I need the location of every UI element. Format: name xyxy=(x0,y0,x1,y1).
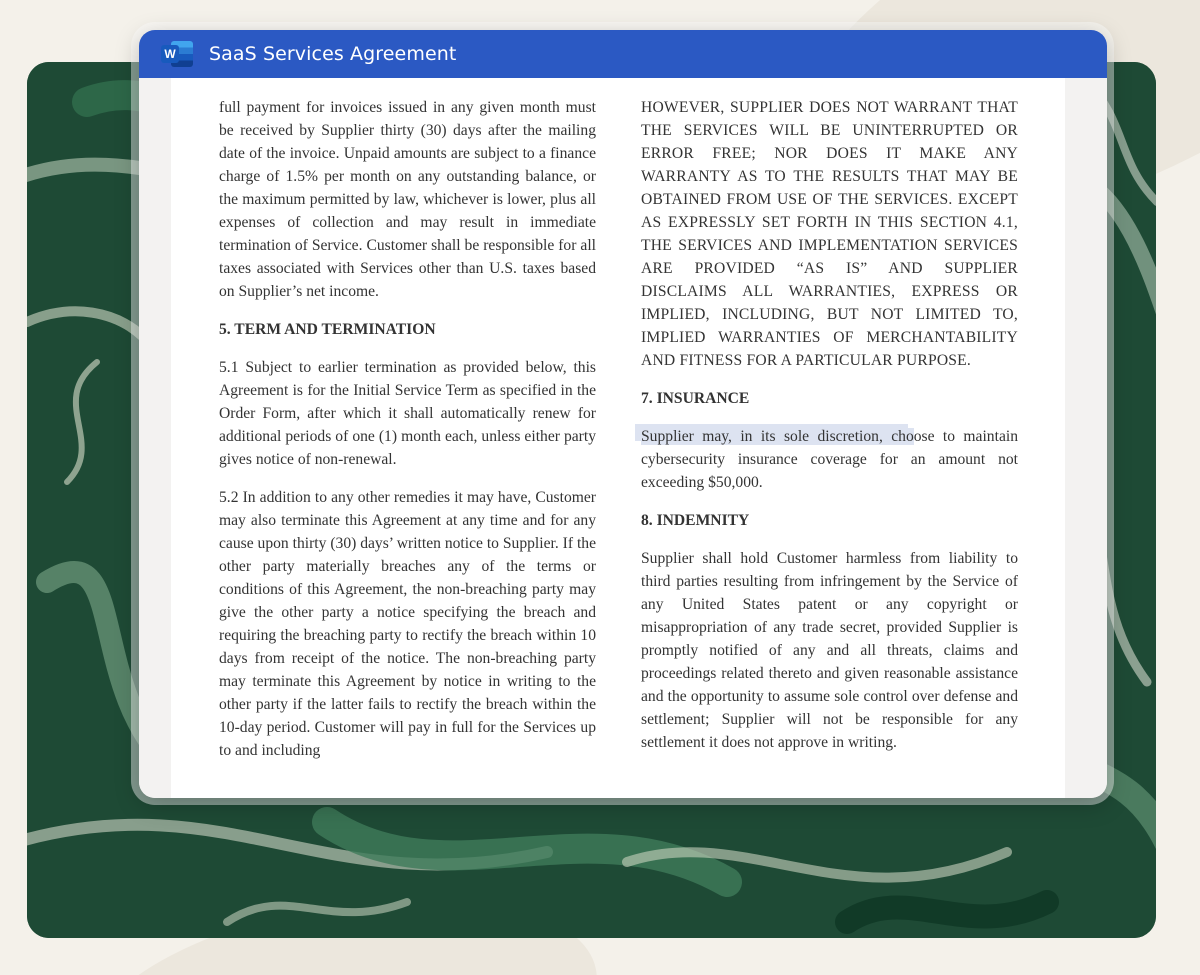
heading-insurance[interactable]: 7. INSURANCE xyxy=(641,390,750,407)
paragraph-payment[interactable]: full payment for invoices issued in any given month must be received by Supplier thirty (30) days after the mailing date of the invoice. Unpaid amounts are subject to a finance charge of 1.5% per month on any outstanding balance, or the maximum permitted by law, whichever is lower, plus all expenses of collection and may result in immediate termination of Service. Customer shall be responsible for all taxes associated with Services other than U.S. taxes based on Supplier’s net income. xyxy=(219,99,596,300)
left-column xyxy=(219,96,596,777)
text-selection-highlight[interactable]: Supplier may, in its sole discretion, cho xyxy=(641,428,914,445)
paragraph-5-1[interactable]: 5.1 Subject to earlier termination as provided below, this Agreement is for the Initial Service Term as specified in the Order Form, after which it shall automatically renew for additional periods of one (1) month each, unless either party gives notice of non-renewal. xyxy=(219,359,596,468)
paragraph-insurance-rest: ose to maintain cybersecurity insurance coverage for an amount not exceeding $50,000. xyxy=(641,428,1018,491)
paragraph-insurance[interactable] xyxy=(641,425,1018,494)
document-page[interactable] xyxy=(171,78,1065,798)
heading-term-termination[interactable]: 5. TERM AND TERMINATION xyxy=(219,321,436,338)
title-bar[interactable] xyxy=(139,30,1107,78)
paragraph-warranty-disclaimer[interactable]: HOWEVER, SUPPLIER DOES NOT WARRANT THAT THE SERVICES WILL BE UNINTERRUPTED OR ERROR FREE; NOR DOES IT MAKE ANY WARRANTY AS TO THE RESULTS THAT MAY BE OBTAINED FROM USE OF THE SERVICES. EXCEPT AS EXPRESSLY SET FORTH IN THIS SECTION 4.1, THE SERVICES AND IMPLEMENTATION SERVICES ARE PROVIDED “AS IS” AND SUPPLIER DISCLAIMS ALL WARRANTIES, EXPRESS OR IMPLIED, INCLUDING, BUT NOT LIMITED TO, IMPLIED WARRANTIES OF MERCHANTABILITY AND FITNESS FOR A PARTICULAR PURPOSE. xyxy=(641,99,1018,369)
heading-indemnity[interactable]: 8. INDEMNITY xyxy=(641,512,750,529)
word-icon xyxy=(161,41,193,67)
paragraph-indemnity[interactable]: Supplier shall hold Customer harmless from liability to third parties resulting from infringement by the Service of any United States patent or any copyright or misappropriation of any trade secret, provided Supplier is promptly notified of any and all threats, claims and proceedings related thereto and given reasonable assistance and the opportunity to assume sole control over defense and settlement; Supplier will not be responsible for any settlement it does not approve in writing. xyxy=(641,550,1018,751)
paragraph-5-2[interactable]: 5.2 In addition to any other remedies it may have, Customer may also terminate this Agreement at any time and for any cause upon thirty (30) days’ written notice to Supplier. If the other party materially breaches any of the terms or conditions of this Agreement, the non-breaching party may give the other party a notice specifying the breach and requiring the breaching party to rectify the breach within 10 days from receipt of the notice. The non-breaching party may terminate this Agreement by notice in writing to the other party if the latter fails to rectify the breach within the 10-day period. Customer will pay in full for the Services up to and including xyxy=(219,489,596,759)
document-canvas[interactable] xyxy=(139,78,1107,798)
document-title: SaaS Services Agreement xyxy=(209,43,457,65)
word-icon-letter: W xyxy=(161,45,179,63)
right-column xyxy=(641,96,1018,769)
document-window xyxy=(139,30,1107,798)
